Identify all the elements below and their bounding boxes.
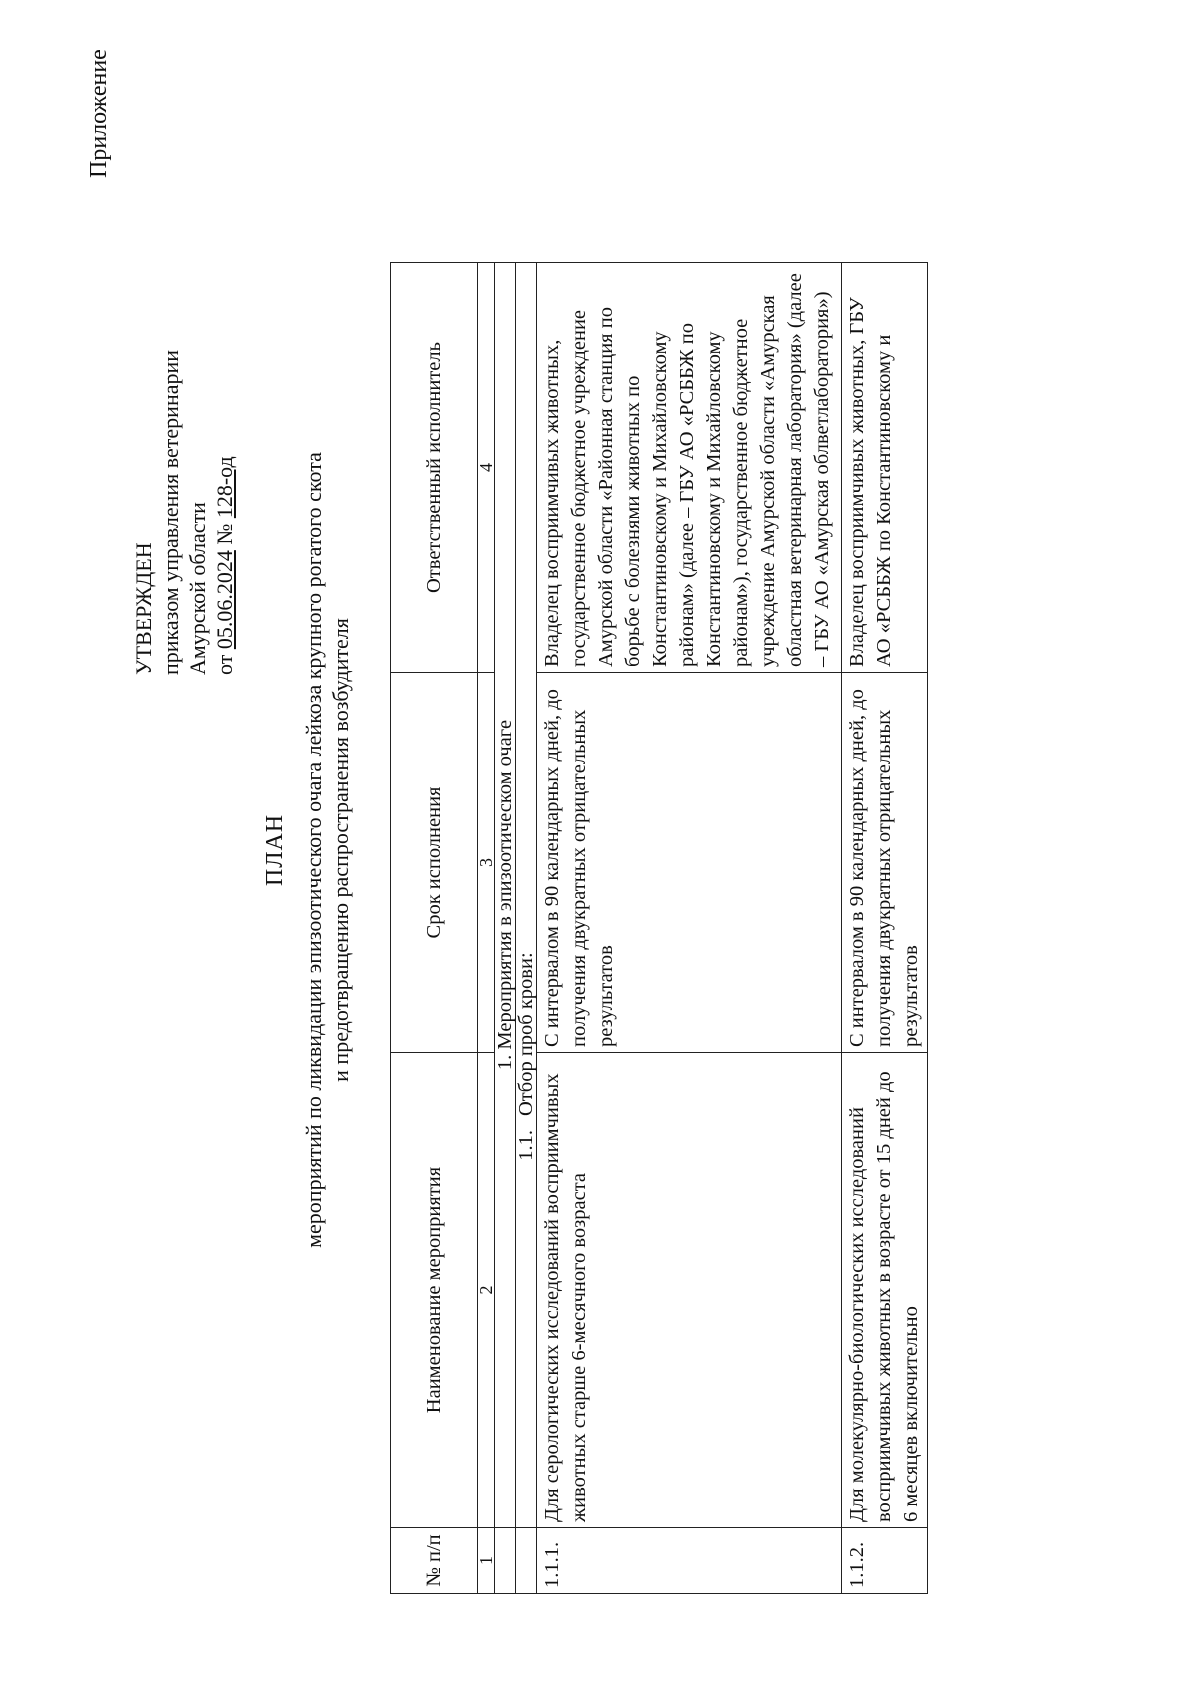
row-executor: Владелец восприимчивых животных, государственное бюджетное учреждение Амурской области «Районная станция по борьбе с болезнями животных по Константиновскому и Михайловскому районам» (далее – ГБУ АО «РСББЖ по Константиновскому и Михайловскому районам»), государственное бюджетное учреждение Амурской области «Амурская областная ветеринарная лаборатория» (далее – ГБУ АО «Амурская облветлаборатория») bbox=[537, 263, 842, 673]
table-header-row bbox=[391, 263, 478, 1594]
section-blank-cell bbox=[495, 1528, 516, 1594]
subsection-title: Отбор проб крови: bbox=[515, 952, 537, 1116]
row-executor: Владелец восприимчивых животных, ГБУ АО «РСББЖ по Константиновскому и bbox=[842, 263, 928, 673]
plan-subtitle bbox=[300, 0, 354, 1700]
header-number: № п/п bbox=[391, 1528, 478, 1594]
header-executor: Ответственный исполнитель bbox=[391, 263, 478, 673]
order-number: 128-од bbox=[212, 456, 237, 519]
order-line-2: Амурской области bbox=[185, 502, 210, 675]
number-prefix: № bbox=[212, 518, 237, 551]
column-number: 4 bbox=[478, 263, 495, 673]
approved-label: УТВЕРЖДЕН bbox=[131, 542, 156, 675]
table-row bbox=[537, 263, 842, 1594]
row-name: Для молекулярно-биологических исследований восприимчивых животных в возрасте от 15 дней до 6 месяцев включительно bbox=[842, 1053, 928, 1528]
row-term: С интервалом в 90 календарных дней, до получения двукратных отрицательных результатов bbox=[537, 673, 842, 1053]
order-line-1: приказом управления ветеринарии bbox=[158, 349, 183, 675]
subsection-blank-cell bbox=[516, 1528, 537, 1594]
column-number: 1 bbox=[478, 1528, 495, 1594]
order-date: 05.06.2024 bbox=[212, 550, 237, 650]
subsection-row bbox=[516, 263, 537, 1594]
column-number: 2 bbox=[478, 1053, 495, 1528]
column-number: 3 bbox=[478, 673, 495, 1053]
plan-table bbox=[390, 262, 928, 1594]
table-row bbox=[842, 263, 928, 1594]
header-term: Срок исполнения bbox=[391, 673, 478, 1053]
plan-title: ПЛАН bbox=[262, 813, 288, 887]
subsection-number: 1.1. bbox=[515, 1130, 537, 1161]
column-numbers-row bbox=[478, 263, 495, 1594]
row-term: С интервалом в 90 календарных дней, до получения двукратных отрицательных результатов bbox=[842, 673, 928, 1053]
plan-subtitle-line-1: мероприятий по ликвидации эпизоотического очага лейкоза крупного рогатого скота bbox=[301, 452, 326, 1248]
section-row bbox=[495, 263, 516, 1594]
section-title: 1. Мероприятия в эпизоотическом очаге bbox=[495, 263, 516, 1528]
row-name: Для серологических исследований восприимчивых животных старше 6-месячного возраста bbox=[537, 1053, 842, 1528]
subsection-cell bbox=[516, 263, 537, 1528]
plan-subtitle-line-2: и предотвращению распространения возбудителя bbox=[328, 618, 353, 1082]
date-prefix: от bbox=[212, 649, 237, 675]
approval-block bbox=[130, 255, 238, 675]
order-date-line bbox=[211, 255, 238, 675]
row-number: 1.1.2. bbox=[842, 1528, 928, 1594]
header-name: Наименование мероприятия bbox=[391, 1053, 478, 1528]
row-number: 1.1.1. bbox=[537, 1528, 842, 1594]
appendix-label: Приложение bbox=[86, 49, 112, 178]
